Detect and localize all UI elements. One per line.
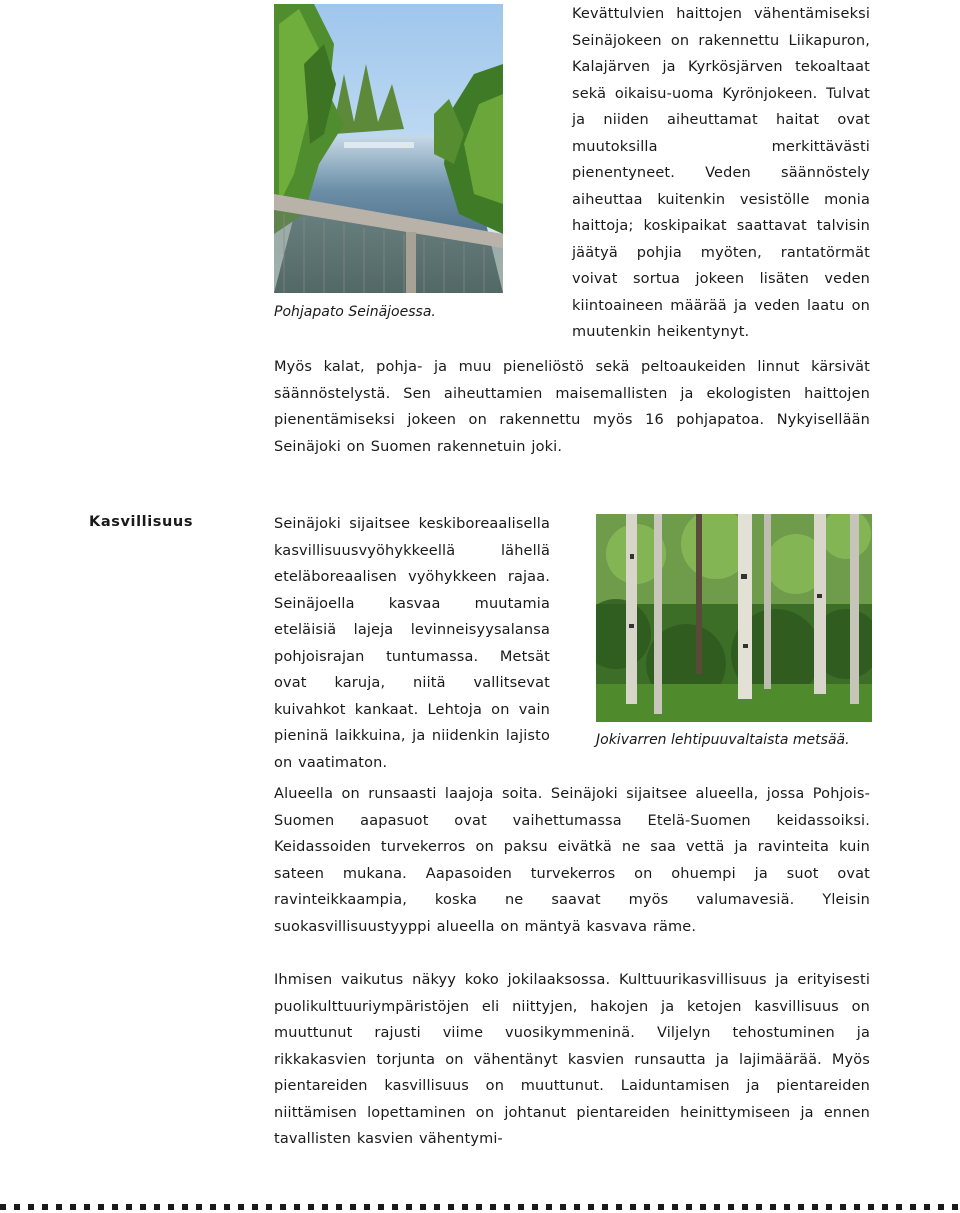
vegetation-paragraph: Seinäjoki sijaitsee keskiboreaalisella kasvillisuusvyöhykkeellä lähellä eteläboreaalisen vyöhykkeen rajaa. Seinäjoella kasvaa muutamia eteläisiä lajeja levinneisyysalansa pohjoisrajan tuntumassa. Metsät ovat karuja, niitä vallitsevat kuivahkot kankaat. Lehtoja on vain pieninä laikkuina, ja niidenkin lajisto on vaatimaton.: [274, 516, 550, 771]
photo2-caption: Jokivarren lehtipuuvaltaista metsää.: [596, 732, 850, 748]
footer-dotted-rule: [0, 1204, 960, 1210]
human-influence-paragraph: Ihmisen vaikutus näkyy koko jokilaaksossa. Kulttuurikasvillisuus ja erityisesti puolikulttuuriympäristöjen eli niittyjen, hakojen ja ketojen kasvillisuus on muuttunut rajusti viime vuosikymmeninä. Viljelyn tehostuminen ja rikkakasvien torjunta on vähentänyt kasvien runsautta ja lajimäärää. Myös pientareiden kasvillisuus on muuttunut. Laiduntamisen ja pientareiden niittämisen lopettaminen on johtanut pientareiden heinittymiseen ja ennen tavallisten kasvien vähentymi-: [274, 972, 870, 1147]
photo1-caption: Pohjapato Seinäjoessa.: [274, 304, 436, 320]
birch-forest-photo: [596, 514, 872, 722]
intro-paragraph: Kevättulvien haittojen vähentämiseksi Seinäjokeen on rakennettu Liikapuron, Kalajärven ja Kyrkösjärven tekoaltaat sekä oikaisu-uoma Kyrönjokeen. Tulvat ja niiden aiheuttamat haitat ovat muutoksilla merkittävästi pienentyneet. Veden säännöstely aiheuttaa kuitenkin vesistölle monia haittoja; koskipaikat saattavat talvisin jäätyä pohjia myöten, rantatörmät voivat sortua jokeen lisäten veden kiintoaineen määrää ja veden laatu on muutenkin heikentynyt.: [572, 6, 870, 340]
bogs-paragraph: Alueella on runsaasti laajoja soita. Seinäjoki sijaitsee alueella, jossa Pohjois-Suomen aapasuot ovat vaihettumassa Etelä-Suomen keidassoiksi. Keidassoiden turvekerros on paksu eivätkä ne saa vettä ja ravinteita kuin sateen mukana. Aapasoiden turvekerros on ohuempi ja suot ovat ravinteikkaampia, koska ne saavat myös valumavesiä. Yleisin suokasvillisuustyyppi alueella on mäntyä kasvava räme.: [274, 786, 870, 935]
river-bridge-photo: [274, 4, 503, 293]
section-heading: Kasvillisuus: [89, 514, 194, 530]
fish-paragraph: Myös kalat, pohja- ja muu pieneliöstö sekä peltoaukeiden linnut kärsivät säännöstelystä. Sen aiheuttamien maisemallisten ja ekologisten haittojen pienentämiseksi jokeen on rakennettu myös 16 pohjapatoa. Nykyisellään Seinäjoki on Suomen rakennetuin joki.: [274, 359, 870, 455]
